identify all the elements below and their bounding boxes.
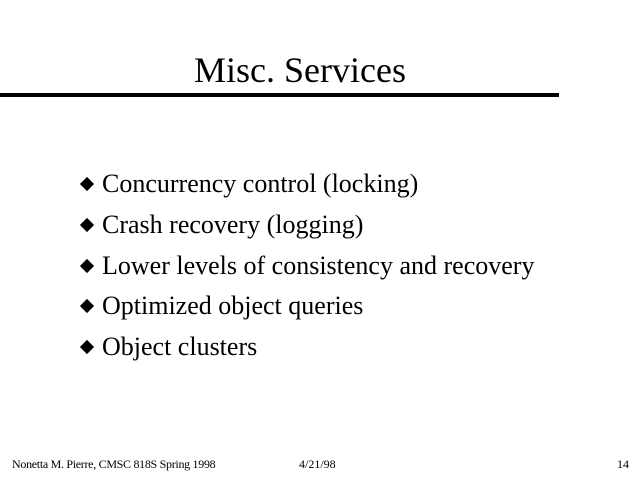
footer-author-course: Nonetta M. Pierre, CMSC 818S Spring 1998 (12, 457, 216, 471)
diamond-bullet-icon (80, 299, 94, 313)
bullet-text: Object clusters (102, 332, 258, 362)
bullet-item (78, 245, 534, 286)
diamond-bullet-icon (80, 259, 94, 273)
bullet-text: Optimized object queries (102, 291, 364, 321)
diamond-bullet-icon (80, 340, 94, 354)
title-underline (0, 93, 559, 97)
bullet-item (78, 286, 534, 327)
bullet-item (78, 327, 534, 368)
bullet-item (78, 205, 534, 246)
bullet-list (78, 164, 534, 367)
bullet-item (78, 164, 534, 205)
bullet-text: Crash recovery (logging) (102, 210, 364, 240)
slide-title: Misc. Services (194, 50, 406, 90)
footer-page-number: 14 (617, 457, 629, 471)
diamond-bullet-icon (80, 177, 94, 191)
diamond-bullet-icon (80, 218, 94, 232)
bullet-text: Concurrency control (locking) (102, 169, 419, 199)
footer-date: 4/21/98 (299, 457, 336, 471)
bullet-text: Lower levels of consistency and recovery (102, 250, 535, 280)
